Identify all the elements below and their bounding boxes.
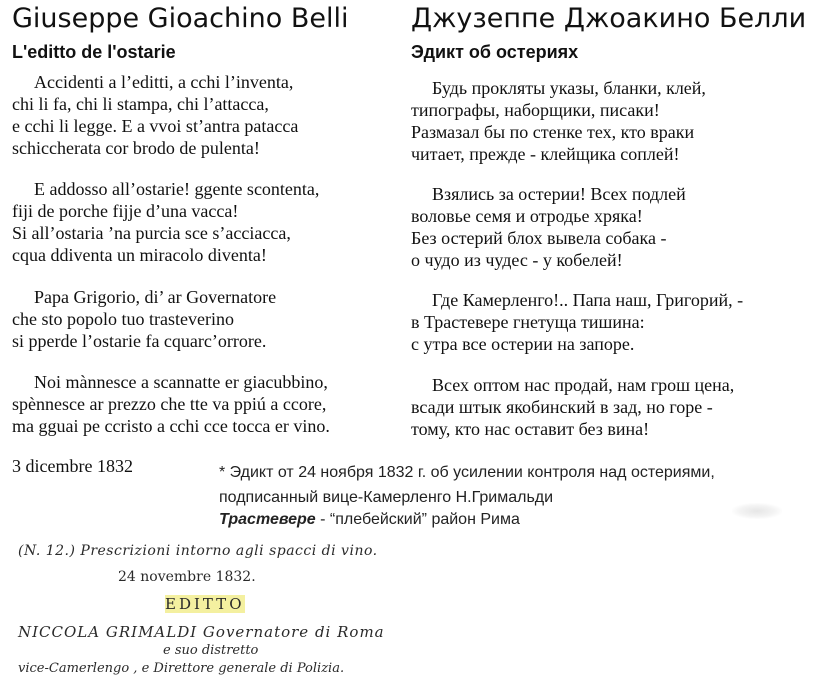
scan-title: vice-Camerlengo , e Direttore generale di Polizia. (18, 661, 345, 676)
verse-line: Si all’ostaria ’na purcia sce s’acciacca, (12, 223, 291, 243)
verse-line: e cchi li legge. E a vvoi st’antra patacca (12, 116, 299, 136)
verse-line: Взялись за остерии! Всех подлей (432, 184, 686, 204)
stanza-italian-3 (12, 286, 276, 352)
verse-line: Где Камерленго!.. Папа наш, Григорий, - (432, 290, 744, 310)
verse-line: читает, прежде - клейщика соплей! (411, 144, 680, 164)
verse-line: spènnesce ar prezzo che tte va ppiú a ccore, (12, 394, 327, 414)
edict-scan-excerpt (0, 535, 470, 684)
poem-title-italian: L'editto de l'ostarie (12, 42, 176, 62)
verse-line: E addosso all’ostarie! ggente scontenta, (34, 179, 320, 199)
stanza-italian-1 (12, 71, 298, 159)
scan-district: e suo distretto (163, 643, 259, 658)
scan-heading: (N. 12.) Prescrizioni intorno agli spacci di vino. (18, 543, 378, 559)
verse-line: с утра все остерии на запоре. (411, 334, 635, 354)
stanza-russian-2 (411, 183, 686, 271)
verse-line: Noi mànnesce a scannatte er giacubbino, (34, 372, 328, 392)
verse-line: fiji de porche fijje d’una vacca! (12, 201, 239, 221)
author-name-russian: Джузеппе Джоакино Белли (411, 3, 807, 34)
verse-line: о чудо из чудес - у кобелей! (411, 250, 623, 270)
verse-line: schiccherata cor brodo de pulenta! (12, 138, 260, 158)
verse-line: che sto popolo tuo trasteverino (12, 309, 234, 329)
stanza-russian-4 (411, 374, 734, 440)
author-name-italian: Giuseppe Gioachino Belli (12, 3, 349, 34)
verse-line: chi li fa, chi li stampa, chi l’attacca, (12, 94, 269, 114)
verse-line: в Трастевере гнетуща тишина: (411, 312, 645, 332)
verse-line: Accidenti a l’editti, a cchi l’inventa, (34, 72, 294, 92)
verse-line: Без остерий блох вывела собака - (411, 228, 667, 248)
scan-smudge (732, 503, 782, 519)
verse-line: si pperde l’ostarie fa cquarc’orrore. (12, 331, 267, 351)
stanza-russian-1 (411, 77, 706, 165)
footnote-term-definition: - “плебейский” район Рима (315, 511, 520, 528)
poem-date: 3 dicembre 1832 (12, 456, 133, 476)
stanza-italian-4 (12, 371, 330, 437)
verse-line: воловье семя и отродье хряка! (411, 206, 643, 226)
verse-line: Будь прокляты указы, бланки, клей, (432, 78, 706, 98)
poem-title-russian: Эдикт об остериях (411, 42, 579, 62)
stanza-italian-2 (12, 178, 319, 266)
scan-editto: EDITTO (165, 595, 245, 613)
verse-line: ma gguai pe ccristo a cchi cce tocca er vino. (12, 416, 330, 436)
scan-date: 24 novembre 1832. (118, 569, 256, 585)
footnote-line-1: * Эдикт от 24 ноября 1832 г. об усилении контроля над остериями, (219, 464, 715, 481)
verse-line: всади штык якобинский в зад, но горе - (411, 397, 713, 417)
footnote-term: Трастевере (219, 511, 316, 528)
verse-line: типографы, наборщики, писаки! (411, 100, 660, 120)
verse-line: Papa Grigorio, di’ ar Governatore (34, 287, 277, 307)
verse-line: Всех оптом нас продай, нам грош цена, (432, 375, 735, 395)
verse-line: Размазал бы по стенке тех, кто враки (411, 122, 695, 142)
verse-line: cqua ddiventa un miracolo diventa! (12, 245, 267, 265)
verse-line: тому, кто нас оставит без вина! (411, 419, 650, 439)
scan-governor: NICCOLA GRIMALDI Governatore di Roma (18, 623, 385, 641)
footnote-line-3 (219, 511, 520, 529)
footnote-line-2: подписанный вице-Камерленго Н.Гримальди (219, 489, 554, 506)
stanza-russian-3 (411, 289, 743, 355)
